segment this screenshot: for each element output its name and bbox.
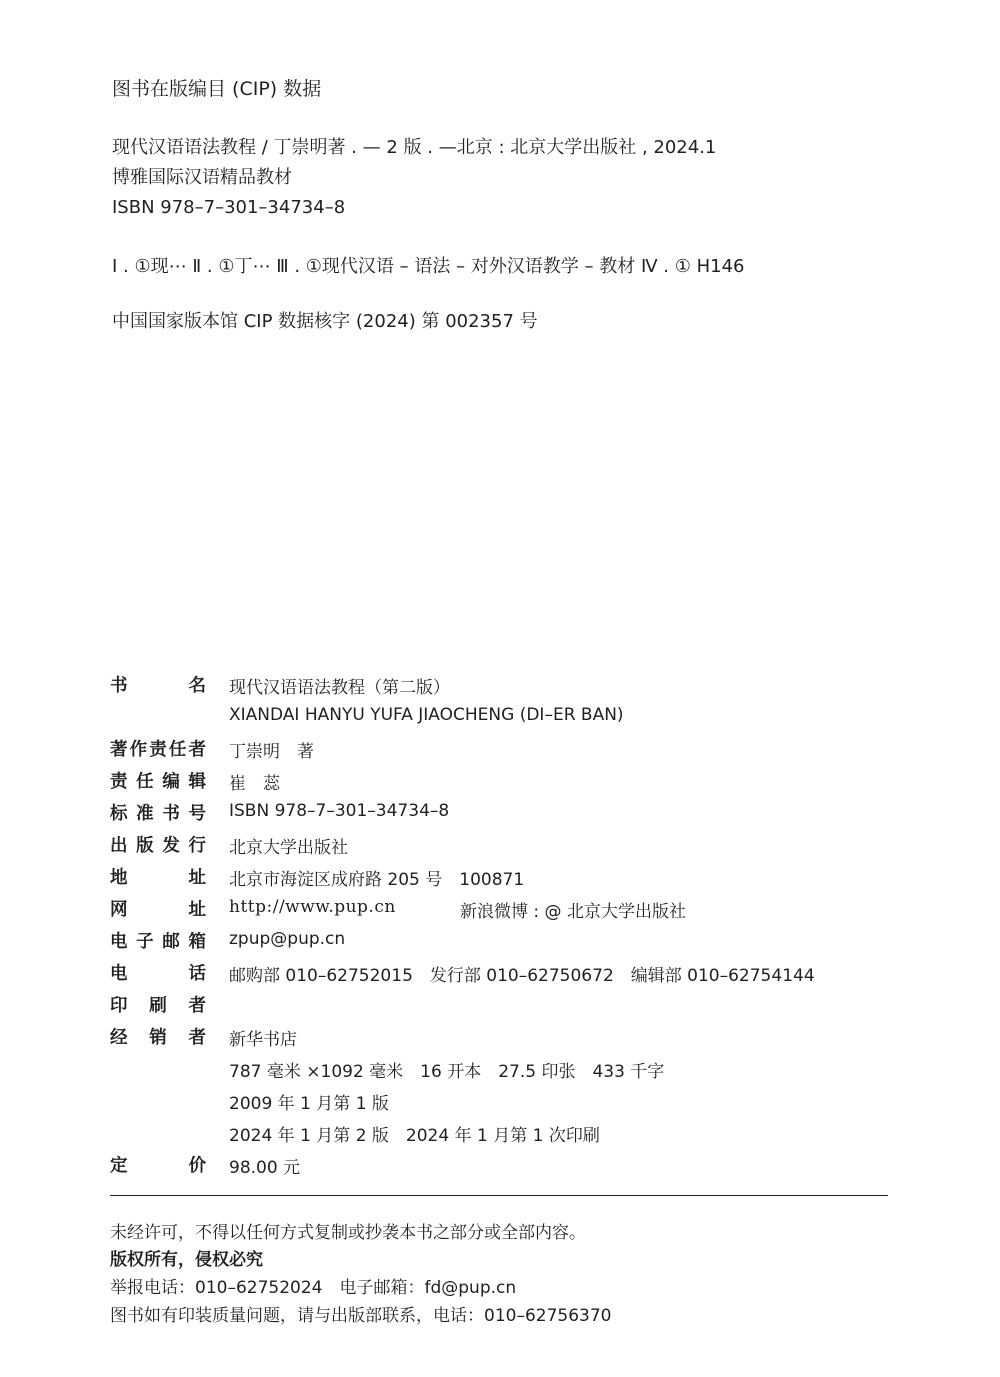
author-value: 丁崇明 著 [229,742,314,762]
cip-title-line: 现代汉语语法教程 / 丁崇明著 . — 2 版 . —北京 : 北京大学出版社 , 2024.1 [112,137,717,158]
second-edition-value: 2024 年 1 月第 2 版 2024 年 1 月第 1 次印刷 [229,1126,600,1146]
report-contact: 举报电话：010–62752024 电子邮箱：fd@pup.cn [110,1278,517,1298]
first-edition-value: 2009 年 1 月第 1 版 [229,1094,389,1114]
pinyin-title-value: XIANDAI HANYU YUFA JIAOCHENG (DI–ER BAN) [229,705,624,725]
label-isbn: 标 准 书 号 [110,804,206,824]
label-address: 地 址 [110,868,206,888]
publisher-value: 北京大学出版社 [229,838,348,858]
phone-value: 邮购部 010–62752015 发行部 010–62750672 编辑部 010–62754144 [229,966,815,986]
editor-value: 崔 蕊 [229,774,280,794]
format-value: 787 毫米 ×1092 毫米 16 开本 27.5 印张 433 千字 [229,1062,665,1082]
distributor-value: 新华书店 [229,1030,297,1050]
label-printer: 印 刷 者 [110,996,206,1016]
label-distributor: 经 销 者 [110,1028,206,1048]
address-value: 北京市海淀区成府路 205 号 100871 [229,870,525,890]
cip-record-number-line: 中国国家版本馆 CIP 数据核字 (2024) 第 002357 号 [112,311,538,332]
label-email: 电 子 邮 箱 [110,932,206,952]
copyright-notice: 未经许可，不得以任何方式复制或抄袭本书之部分或全部内容。 [110,1223,586,1243]
label-phone: 电 话 [110,964,206,984]
label-price: 定 价 [110,1156,206,1176]
label-book-title: 书 名 [110,676,206,696]
label-website: 网 址 [110,900,206,920]
email-value[interactable]: zpup@pup.cn [229,929,346,949]
cip-isbn-line: ISBN 978–7–301–34734–8 [112,197,346,218]
cip-classification-line: Ⅰ . ①现⋯ Ⅱ . ①丁⋯ Ⅲ . ①现代汉语 – 语法 – 对外汉语教学 – 教材 Ⅳ . ① H146 [112,256,745,277]
quality-contact: 图书如有印装质量问题，请与出版部联系，电话：010–62756370 [110,1306,612,1326]
isbn-value: ISBN 978–7–301–34734–8 [229,801,450,821]
book-title-value: 现代汉语语法教程（第二版） [229,678,450,698]
label-publisher: 出 版 发 行 [110,836,206,856]
weibo-value[interactable]: 新浪微博 : @ 北京大学出版社 [460,902,686,922]
rights-reserved: 版权所有，侵权必究 [110,1250,263,1270]
price-value: 98.00 元 [229,1158,301,1178]
cip-heading: 图书在版编目 (CIP) 数据 [112,78,322,100]
label-author: 著 作 责 任 者 [110,740,206,760]
divider-line [110,1195,888,1196]
label-editor: 责 任 编 辑 [110,772,206,792]
cip-series-line: 博雅国际汉语精品教材 [112,167,292,188]
website-url-link[interactable]: http://www.pup.cn [229,897,396,917]
